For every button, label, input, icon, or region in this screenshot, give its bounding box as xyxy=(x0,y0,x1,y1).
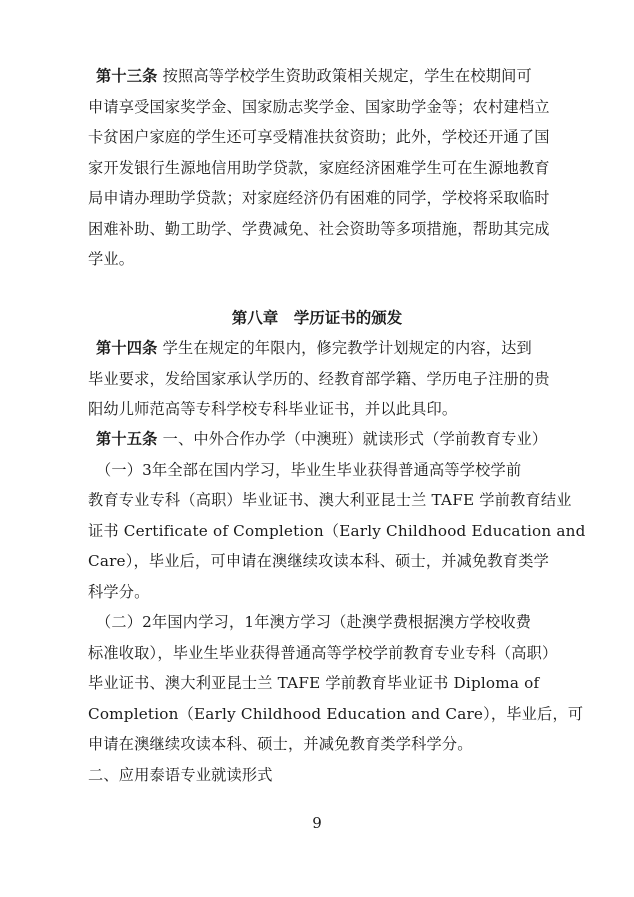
article-14 xyxy=(88,333,578,425)
article-15-line-8: 标准收取），毕业生毕业获得普通高等学校学前教育专业专科（高职） xyxy=(88,643,558,662)
article-15-line-3: 教育专业专科（高职）毕业证书、澳大利亚昆士兰 TAFE 学前教育结业 xyxy=(88,491,572,509)
article-15 xyxy=(88,424,586,790)
article-15-label: 第十五条 xyxy=(96,430,158,448)
article-13-line-3: 卡贫困户家庭的学生还可享受精准扶贫资助；此外，学校还开通了国 xyxy=(88,128,550,146)
article-15-line-9: 毕业证书、澳大利亚昆士兰 TAFE 学前教育毕业证书 Diploma of xyxy=(88,674,540,692)
article-13-line-2: 申请享受国家奖学金、国家励志奖学金、国家助学金等；农村建档立 xyxy=(88,97,550,116)
article-14-line-1: 第十四条 学生在规定的年限内，修完教学计划规定的内容，达到 xyxy=(96,339,532,357)
article-15-line-11: 申请在澳继续攻读本科、硕士，并减免教育类学科学分。 xyxy=(88,735,473,753)
article-14-line-3: 阳幼儿师范高等专科学校专科毕业证书，并以此具印。 xyxy=(88,400,458,418)
article-15-line-7: （二）2年国内学习，1年澳方学习（赴澳学费根据澳方学校收费 xyxy=(96,613,532,631)
article-13-line-1: 第十三条 按照高等学校学生资助政策相关规定，学生在校期间可 xyxy=(96,67,532,85)
chapter-heading: 第八章 学历证书的颁发 xyxy=(231,308,403,327)
article-15-line-2: （一）3年全部在国内学习，毕业生毕业获得普通高等学校学前 xyxy=(96,460,522,479)
article-13-line-4: 家开发银行生源地信用助学贷款，家庭经济困难学生可在生源地教育 xyxy=(88,158,550,177)
article-13 xyxy=(88,61,578,275)
page-number: 9 xyxy=(312,814,322,832)
article-14-line-2: 毕业要求，发给国家承认学历的、经教育部学籍、学历电子注册的贵 xyxy=(88,369,550,388)
article-15-line-6: 科学分。 xyxy=(88,582,150,601)
article-15-line-10: Completion（Early Childhood Education and Care），毕业后，可 xyxy=(88,704,584,723)
article-14-label: 第十四条 xyxy=(96,339,158,357)
article-13-line-6: 困难补助、勤工助学、学费减免、社会资助等多项措施，帮助其完成 xyxy=(88,219,550,238)
article-15-line-5: Care），毕业后，可申请在澳继续攻读本科、硕士，并减免教育类学 xyxy=(88,552,549,570)
article-13-line-5: 局申请办理助学贷款；对家庭经济仍有困难的同学，学校将采取临时 xyxy=(88,189,550,207)
article-15-line-12: 二、应用泰语专业就读形式 xyxy=(88,765,273,784)
article-15-line-1: 第十五条 一、中外合作办学（中澳班）就读形式（学前教育专业） xyxy=(96,430,548,448)
article-13-line-7: 学业。 xyxy=(88,250,135,268)
article-13-label: 第十三条 xyxy=(96,67,158,85)
article-15-line-4: 证书 Certificate of Completion（Early Childhood Education and xyxy=(88,521,586,540)
